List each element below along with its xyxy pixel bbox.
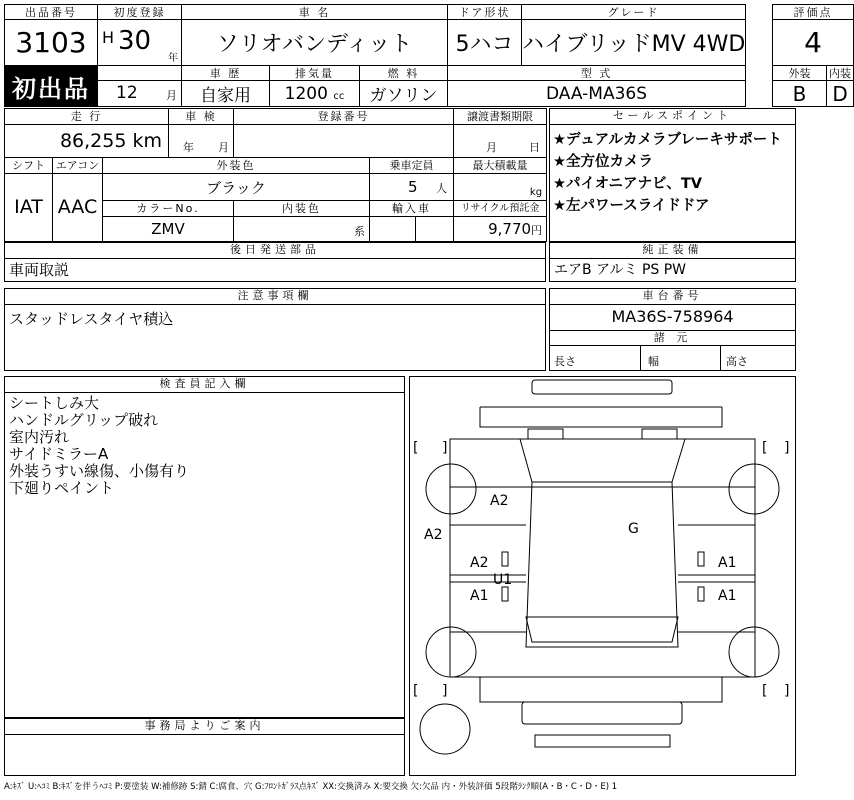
equipment-value: エアB アルミ PS PW bbox=[554, 262, 687, 278]
displacement-label: 排気量 bbox=[270, 66, 360, 81]
ext-score: B bbox=[773, 81, 827, 107]
year-unit: 年 bbox=[168, 53, 178, 64]
load bbox=[454, 173, 547, 200]
sales-point-item: ★デュアルカメラブレーキサポート bbox=[553, 132, 782, 148]
rear-bumper bbox=[522, 702, 682, 724]
inspection bbox=[169, 124, 234, 158]
recycle-value: 9,770 bbox=[488, 219, 532, 238]
tr-month: 月 bbox=[486, 141, 498, 155]
chassis-title: 車台番号 bbox=[550, 289, 795, 305]
spare-tire bbox=[420, 704, 470, 754]
inspection-label: 車 検 bbox=[169, 109, 234, 125]
mileage-unit: km bbox=[132, 129, 163, 152]
body-front-outline bbox=[480, 407, 722, 427]
wheel-rear-left bbox=[426, 627, 476, 677]
wheel-rear-right bbox=[729, 627, 779, 677]
interior-color-label: 内装色 bbox=[234, 201, 370, 217]
ext-label: 外装 bbox=[773, 66, 827, 81]
capacity-unit: 人 bbox=[436, 181, 448, 195]
mileage-value: 86,255 bbox=[59, 129, 127, 152]
reg-no-label: 登録番号 bbox=[234, 109, 454, 125]
chassis bbox=[549, 288, 796, 371]
wheel-front-left bbox=[426, 464, 476, 514]
later-parts-title: 後日発送部品 bbox=[5, 243, 545, 259]
sales-point-item: ★左パワースライドドア bbox=[553, 198, 710, 214]
front-grille-right bbox=[642, 429, 677, 439]
displacement-unit: cc bbox=[333, 90, 345, 102]
wheel-front-right bbox=[729, 464, 779, 514]
import-label: 輸入車 bbox=[370, 201, 454, 217]
interior-color bbox=[234, 216, 370, 241]
sales-point-item: ★全方位カメラ bbox=[553, 154, 653, 170]
mark-a1-right-front: A1 bbox=[718, 555, 737, 571]
ac-label: エアコン bbox=[53, 158, 103, 174]
shift: IAT bbox=[5, 173, 53, 241]
reg-number bbox=[234, 124, 454, 158]
capacity-value: 5 bbox=[408, 177, 418, 196]
header-table bbox=[4, 4, 854, 107]
inspector-line: 下廻りペイント bbox=[9, 479, 115, 497]
transfer-label: 譲渡書類期限 bbox=[454, 109, 547, 125]
displacement-value: 1200 bbox=[284, 83, 328, 104]
car-name-label: 車 名 bbox=[182, 5, 448, 20]
grade-label: グレード bbox=[522, 5, 746, 20]
front-grille-left bbox=[528, 429, 563, 439]
equipment bbox=[549, 242, 796, 282]
car-diagram-svg bbox=[410, 377, 795, 775]
import bbox=[370, 216, 416, 241]
mileage-label: 走 行 bbox=[5, 109, 169, 125]
bracket-right-2-close: ] bbox=[784, 683, 790, 699]
vehicle-table bbox=[4, 108, 547, 242]
month: 12 bbox=[116, 83, 138, 103]
mark-a2-front: A2 bbox=[490, 493, 509, 509]
inspector-notes bbox=[4, 376, 405, 718]
bracket-right-1: [ bbox=[762, 440, 768, 456]
height-label: 高さ bbox=[726, 355, 748, 368]
inspector-line: シートしみ大 bbox=[9, 394, 100, 412]
year: 30 bbox=[118, 26, 152, 56]
first-sale-badge: 初出品 bbox=[5, 66, 98, 107]
recycle bbox=[454, 216, 547, 241]
int-score: D bbox=[827, 81, 854, 107]
mileage bbox=[5, 124, 169, 158]
bracket-right-2: [ bbox=[762, 683, 768, 699]
door-type: 5ハコ bbox=[448, 20, 522, 66]
transfer bbox=[454, 124, 547, 158]
displacement bbox=[270, 81, 360, 107]
tr-day: 日 bbox=[529, 141, 541, 155]
rear-outline bbox=[450, 632, 755, 677]
history: 自家用 bbox=[182, 81, 270, 107]
notes-title: 注意事項欄 bbox=[5, 289, 545, 305]
length-label: 長さ bbox=[554, 355, 576, 368]
shift-label: シフト bbox=[5, 158, 53, 174]
hood-outline bbox=[450, 439, 755, 487]
sales-points bbox=[549, 108, 796, 242]
score: 4 bbox=[773, 20, 854, 66]
color-no: ZMV bbox=[103, 216, 234, 241]
color-label: 外装色 bbox=[103, 158, 370, 174]
office-notes bbox=[4, 718, 405, 776]
bracket-left-1-close: ] bbox=[442, 440, 448, 456]
fuel: ガソリン bbox=[360, 81, 448, 107]
door-label: ドア形状 bbox=[448, 5, 522, 20]
model: DAA-MA36S bbox=[448, 81, 746, 107]
car-name: ソリオバンディット bbox=[182, 20, 448, 66]
insp-month: 月 bbox=[218, 141, 230, 155]
interior-unit: 系 bbox=[354, 224, 366, 238]
bracket-right-1-close: ] bbox=[784, 440, 790, 456]
import-2 bbox=[416, 216, 454, 241]
equipment-title: 純正装備 bbox=[550, 243, 795, 259]
roof-outline bbox=[526, 482, 678, 647]
rear-bottom bbox=[480, 677, 722, 702]
notes bbox=[4, 288, 546, 371]
recycle-label: リサイクル預託金 bbox=[454, 201, 547, 217]
legend-footer: A:ｷｽﾞ U:ﾍｺﾐ B:ｷｽﾞを伴うﾍｺﾐ P:要塗装 W:補修跡 S:錆 C:腐食、穴 G:ﾌﾛﾝﾄｶﾞﾗｽ点ｷｽﾞ XX:交換済み X:要交換 欠:欠品 内・外装評価 5段階ﾗﾝｸ順(A・B・C・D・E) 1 bbox=[4, 782, 618, 792]
chassis-number: MA36S-758964 bbox=[611, 307, 734, 326]
later-parts bbox=[4, 242, 546, 282]
rear-window bbox=[526, 617, 678, 642]
inspector-line: ハンドルグリップ破れ bbox=[9, 411, 159, 429]
width-label: 幅 bbox=[648, 355, 659, 368]
mark-u1: U1 bbox=[493, 572, 513, 588]
first-reg-label: 初度登録 bbox=[98, 5, 182, 20]
inspector-line: 外装うすい線傷、小傷有り bbox=[9, 462, 190, 480]
bracket-left-1: [ bbox=[413, 440, 419, 456]
recycle-unit: 円 bbox=[531, 223, 543, 237]
color: ブラック bbox=[103, 173, 370, 200]
car-diagram bbox=[409, 376, 796, 776]
ac: AAC bbox=[53, 173, 103, 241]
lot-number: 3103 bbox=[5, 20, 98, 66]
score-label: 評価点 bbox=[773, 5, 854, 20]
mark-a2-left: A2 bbox=[424, 527, 443, 543]
sales-point-item: ★パイオニアナビ、TV bbox=[553, 176, 702, 192]
first-reg-month bbox=[98, 81, 182, 107]
inspector-title: 検査員記入欄 bbox=[5, 377, 404, 393]
lot-label: 出品番号 bbox=[5, 5, 98, 20]
rear-bumper-bottom bbox=[535, 735, 670, 747]
int-label: 内装 bbox=[827, 66, 854, 81]
bracket-left-2: [ bbox=[413, 683, 419, 699]
load-unit: kg bbox=[529, 187, 543, 199]
notes-value: スタッドレスタイヤ積込 bbox=[9, 310, 174, 328]
inspector-line: 室内汚れ bbox=[9, 428, 70, 446]
inspector-line: サイドミラーA bbox=[9, 445, 109, 463]
mark-a1-right-rear: A1 bbox=[718, 588, 737, 604]
mark-g-glass: G bbox=[628, 521, 639, 537]
dims-row bbox=[550, 346, 795, 370]
dims-title: 諸 元 bbox=[550, 330, 795, 346]
first-reg-year bbox=[98, 20, 182, 66]
right-side-body bbox=[678, 487, 755, 632]
grade: ハイブリッドMV 4WD bbox=[522, 20, 746, 66]
sales-points-title: セールスポイント bbox=[550, 109, 795, 125]
front-windshield bbox=[520, 439, 685, 482]
bracket-left-2-close: ] bbox=[442, 683, 448, 699]
era: H bbox=[102, 28, 115, 47]
capacity bbox=[370, 173, 454, 200]
mark-a1-rear-left: A1 bbox=[470, 588, 489, 604]
office-title: 事務局よりご案内 bbox=[5, 719, 404, 735]
month-unit: 月 bbox=[166, 89, 177, 102]
load-label: 最大積載量 bbox=[454, 158, 547, 174]
model-label: 型 式 bbox=[448, 66, 746, 81]
insp-year: 年 bbox=[183, 141, 195, 155]
front-bumper bbox=[532, 380, 672, 394]
later-parts-value: 車両取説 bbox=[9, 261, 70, 279]
history-label: 車 歴 bbox=[182, 66, 270, 81]
fuel-label: 燃 料 bbox=[360, 66, 448, 81]
capacity-label: 乗車定員 bbox=[370, 158, 454, 174]
color-no-label: カラーNo. bbox=[103, 201, 234, 217]
mark-a2-door: A2 bbox=[470, 555, 489, 571]
